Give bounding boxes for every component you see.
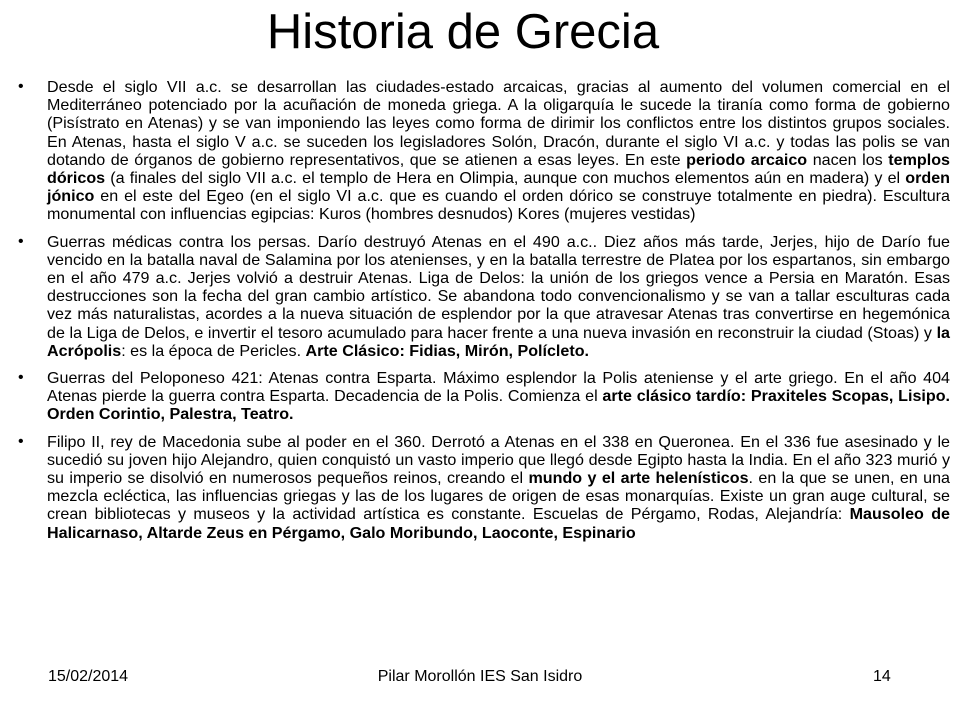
slide-title: Historia de Grecia [266,5,660,59]
bullet-icon: • [18,78,24,95]
bullet-icon: • [18,369,24,387]
bullet-item-guerras-medicas [12,233,950,360]
paragraph-text [47,369,950,424]
paragraph-text [47,233,950,360]
text-run: nacen los [807,150,889,169]
footer-page-number: 14 [873,668,891,685]
text-run: Guerras del Peloponeso 421: Atenas contra Esparta. Máximo esplendor la Polis ateniense y el arte griego. En el año 404 Atenas pierde la guerra contra Esparta. Decadencia de la Polis. Comienza el [47,369,950,406]
paragraph-text [47,78,950,224]
text-run: : es la época de Pericles. [121,341,306,360]
bullet-item-peloponeso [12,369,950,424]
text-run: Filipo II, rey de Macedonia sube al poder en el 360. Derrotó a Atenas en el 338 en Queronea. En el 336 fue asesinado y le sucedió su joven hijo Alejandro, quien conquistó un vasto imperio que llegó desde Egipto hasta la India. En el año 323 murió y su imperio se disolvió en numerosos pequeños reinos, creando el [47,432,950,488]
bullet-list [12,78,950,551]
bold-text-run: orden jónico [47,169,950,206]
footer-date: 15/02/2014 [48,668,129,685]
bullet-icon: • [18,432,24,450]
footer-author: Pilar Morollón IES San Isidro [377,668,583,685]
bold-text-run: Arte Clásico: Fidias, Mirón, Polícleto. [305,341,590,360]
paragraph-text [47,433,950,542]
text-run: (a finales del siglo VII a.c. el templo de Hera en Olimpia, aunque con muchos elementos aún en madera) y el [105,169,906,188]
bold-text-run: templos dóricos [47,150,950,188]
text-run: Guerras médicas contra los persas. Darío destruyó Atenas en el 490 a.c.. Diez años más tarde, Jerjes, hijo de Darío fue vencido en la batalla naval de Salamina por los atenienses, y en la batalla terrestre de Platea por los espartanos, sin embargo en el año 479 a.c. Jerjes volvió a destruir Atenas. Liga de Delos: la unión de los griegos vence a Persia en Maratón. Esas destrucciones son la fecha del gran cambio artístico. Se abandona todo convencionalismo y se van a tallar esculturas cada vez más naturalistas, acordes a la nueva situación de esplendor por la que atravesar Atenas tras convertirse en hegemónica de la Liga de Delos, e invertir el tesoro acumulado para hacer frente a una nueva invasión en reconstruir la ciudad (Stoas) y [47,232,950,342]
bold-text-run: la Acrópolis [47,323,950,360]
text-run: . en la que se unen, en una mezcla ecléctica, las influencias griegas y las de los lugares de origen de esas monarquías. Existe un gran auge cultural, se crean bibliotecas y museos y la actividad artística es constante. Escuelas de Pérgamo, Rodas, Alejandría: [47,469,950,524]
text-run: en el este del Egeo (en el siglo VI a.c. que es cuando el orden dórico se construye totalmente en piedra). Escultura monumental con influencias egipcias: Kuros (hombres desnudos) Kores (mujeres vestidas) [47,187,950,224]
bullet-item-helenistico [12,433,950,542]
bullet-icon: • [18,232,24,250]
bold-text-run: arte clásico tardío: Praxiteles Scopas, Lisipo. Orden Corintio, Palestra, Teatro. [47,387,951,424]
bold-text-run: mundo y el arte helenísticos [528,469,749,488]
bullet-item-arcaico [12,78,950,224]
bold-text-run: periodo arcaico [686,150,808,169]
bold-text-run: Mausoleo de Halicarnaso, Altarde Zeus en Pérgamo, Galo Moribundo, Laoconte, Espinario [47,505,950,542]
text-run: Desde el siglo VII a.c. se desarrollan las ciudades-estado arcaicas, gracias al aumento del volumen comercial en el Mediterráneo potenciado por la acuñación de moneda griega. A la oligarquía le sucede la tiranía como forma de gobierno (Pisístrato en Atenas) y se van imponiendo las leyes como forma de dirimir los conflictos entre los distintos grupos sociales. En Atenas, hasta el siglo V a.c. se suceden los legisladores Solón, Dracón, durante el siglo VI a.c. y todas las polis se van dotando de órganos de gobierno representativos, que se atienen a esas leyes. En este [47,78,950,169]
